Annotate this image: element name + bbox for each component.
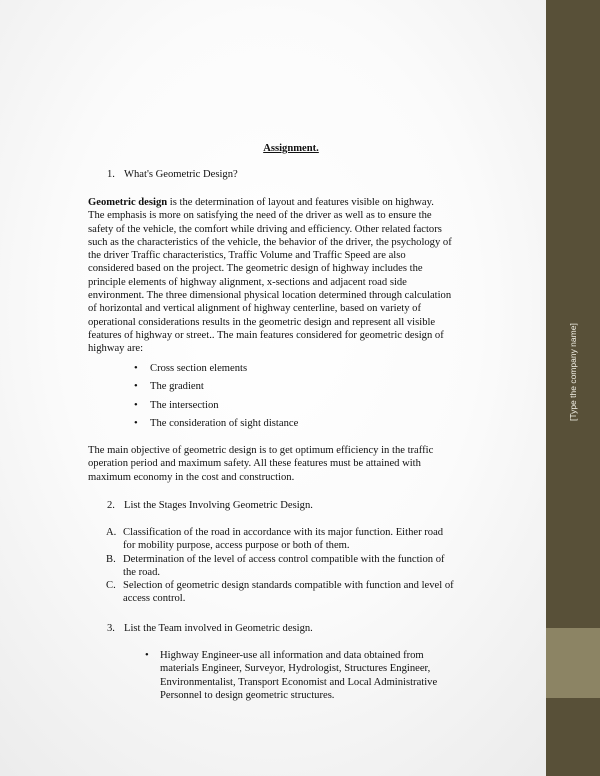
question-text: What's Geometric Design?: [124, 169, 238, 180]
definition-paragraph: [88, 196, 508, 356]
features-list: [150, 362, 298, 435]
paragraph-line: maximum economy in the cost and construction.: [88, 471, 295, 483]
list-item: • Cross section elements: [150, 362, 298, 380]
paragraph-line: environment. The three dimensional physical location determined through calculation: [88, 290, 452, 302]
list-item: • The gradient: [150, 380, 298, 398]
bullet-icon: •: [145, 650, 149, 661]
paragraph-line: Personnel to design geometric structures.: [160, 689, 335, 701]
paragraph-line: operation period and maximum safety. All these features must be attained with: [88, 458, 421, 470]
item-letter: C.: [106, 580, 116, 592]
assignment-title: Assignment.: [263, 143, 319, 154]
paragraph-line: Highway Engineer-use all information and data obtained from: [160, 650, 424, 661]
question-3: [107, 622, 313, 635]
definition-term: Geometric design: [88, 197, 168, 208]
team-list-item: [145, 649, 490, 702]
list-item: A. Classification of the road in accordance with its major function. Either road for mobility purpose, access purpose or both of them.: [106, 527, 444, 552]
question-number: 2.: [107, 500, 115, 511]
question-number: 3.: [107, 623, 115, 634]
paragraph-line: principle elements of highway alignment, x-sections and adjacent road side: [88, 276, 407, 288]
paragraph-line: such as the characteristics of the vehicle, the behavior of the driver, the psychology of: [88, 236, 452, 248]
stages-list: [106, 526, 506, 606]
list-item: • The intersection: [150, 399, 298, 417]
paragraph-line: highway are:: [88, 343, 144, 355]
question-1: [107, 168, 238, 181]
objective-paragraph: [88, 444, 508, 484]
company-name-placeholder[interactable]: [Type the company name]: [568, 323, 578, 421]
sidebar-accent-block: [546, 628, 600, 698]
item-letter: A.: [106, 527, 117, 538]
item-letter: B.: [106, 553, 116, 565]
paragraph-line: The emphasis is more on satisfying the need of the driver as well as to ensure the: [88, 210, 432, 222]
list-item: B. Determination of the level of access control compatible with the function of the road.: [106, 553, 445, 578]
paragraph-line: safety of the vehicle, the comfort while driving and efficiency. Other related factors: [88, 223, 442, 235]
list-item: • The consideration of sight distance: [150, 417, 298, 435]
paragraph-line: of horizontal and vertical alignment of highway centerline, based on variety of: [88, 303, 421, 315]
paragraph-line: features of highway or street.. The main features considered for geometric design of: [88, 329, 444, 341]
paragraph-line: Geometric design is the determination of layout and features visible on highway.: [88, 197, 434, 208]
paragraph-line: The main objective of geometric design is to get optimum efficiency in the traffic: [88, 445, 434, 456]
paragraph-line: operational considerations results in the geometric design and represent all visible: [88, 316, 436, 328]
paragraph-line: considered based on the project. The geometric design of highway includes the: [88, 263, 423, 275]
list-item: C. Selection of geometric design standards compatible with function and level of access control.: [106, 580, 454, 605]
paragraph-line: Environmentalist, Transport Economist and Local Administrative: [160, 676, 438, 688]
question-text: List the Team involved in Geometric design.: [124, 623, 313, 634]
question-text: List the Stages Involving Geometric Design.: [124, 500, 313, 511]
paragraph-line: the driver Traffic characteristics, Traffic Volume and Traffic Speed are also: [88, 250, 406, 262]
paragraph-line: materials Engineer, Surveyor, Hydrologist, Structures Engineer,: [160, 663, 431, 675]
question-number: 1.: [107, 169, 115, 180]
question-2: [107, 499, 313, 512]
